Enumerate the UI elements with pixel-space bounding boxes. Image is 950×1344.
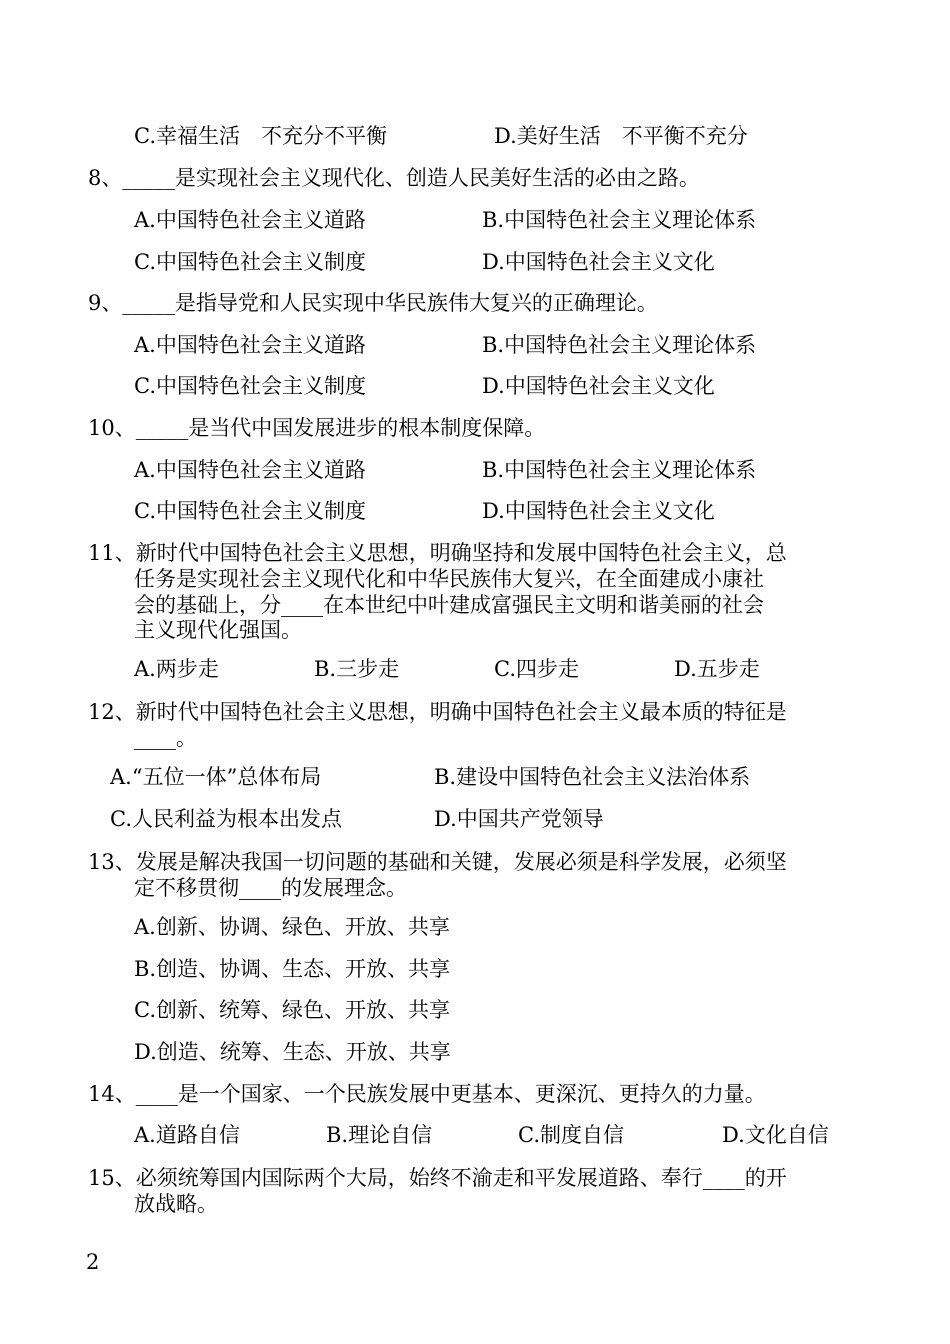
q14-option-a: A.道路自信: [134, 1123, 240, 1147]
q7-option-d: D.美好生活 不平衡不充分: [494, 124, 748, 148]
q15-stem-line-1: 15、必须统筹国内国际两个大局，始终不渝走和平发展道路、奉行____的开: [88, 1166, 787, 1190]
q11-stem-line-4: 主义现代化强国。: [134, 618, 302, 642]
q12-option-b: B.建设中国特色社会主义法治体系: [434, 765, 751, 789]
q12-stem-line-1: 12、新时代中国特色社会主义思想，明确中国特色社会主义最本质的特征是: [88, 700, 787, 724]
q8-stem: 8、_____是实现社会主义现代化、创造人民美好生活的必由之路。: [88, 166, 700, 190]
q12-option-a: A.“五位一体”总体布局: [110, 765, 322, 789]
q11-option-b: B.三步走: [314, 657, 400, 681]
q7-option-c: C.幸福生活 不充分不平衡: [134, 124, 387, 148]
q14-option-b: B.理论自信: [326, 1123, 433, 1147]
q15-stem-line-2: 放战略。: [134, 1192, 218, 1216]
q11-stem-line-2: 任务是实现社会主义现代化和中华民族伟大复兴，在全面建成小康社: [134, 567, 764, 591]
q11-option-d: D.五步走: [674, 657, 760, 681]
q10-option-a: A.中国特色社会主义道路: [134, 458, 366, 482]
q9-option-b: B.中国特色社会主义理论体系: [482, 333, 757, 357]
q11-stem-line-1: 11、新时代中国特色社会主义思想，明确坚持和发展中国特色社会主义，总: [88, 541, 787, 565]
q13-option-a: A.创新、协调、绿色、开放、共享: [134, 915, 450, 939]
q9-option-c: C.中国特色社会主义制度: [134, 374, 366, 398]
q8-option-d: D.中国特色社会主义文化: [482, 250, 715, 274]
q10-stem: 10、_____是当代中国发展进步的根本制度保障。: [88, 416, 546, 440]
q13-option-c: C.创新、统筹、绿色、开放、共享: [134, 998, 450, 1022]
q13-stem-line-2: 定不移贯彻____的发展理念。: [134, 876, 407, 900]
q8-option-a: A.中国特色社会主义道路: [134, 208, 366, 232]
q8-option-c: C.中国特色社会主义制度: [134, 250, 366, 274]
q14-stem: 14、____是一个国家、一个民族发展中更基本、更深沉、更持久的力量。: [88, 1082, 766, 1106]
q13-stem-line-1: 13、发展是解决我国一切问题的基础和关键，发展必须是科学发展，必须坚: [88, 850, 787, 874]
q11-option-a: A.两步走: [134, 657, 219, 681]
q9-option-a: A.中国特色社会主义道路: [134, 333, 366, 357]
q9-stem: 9、_____是指导党和人民实现中华民族伟大复兴的正确理论。: [88, 291, 658, 315]
q11-stem-line-3: 会的基础上，分____在本世纪中叶建成富强民主文明和谐美丽的社会: [134, 593, 764, 617]
q14-option-c: C.制度自信: [518, 1123, 624, 1147]
q14-option-d: D.文化自信: [722, 1123, 829, 1147]
q13-option-b: B.创造、协调、生态、开放、共享: [134, 957, 451, 981]
q12-option-c: C.人民利益为根本出发点: [110, 807, 342, 831]
q12-option-d: D.中国共产党领导: [434, 807, 604, 831]
q11-option-c: C.四步走: [494, 657, 579, 681]
q9-option-d: D.中国特色社会主义文化: [482, 374, 715, 398]
page-number: 2: [86, 1250, 100, 1274]
q10-option-c: C.中国特色社会主义制度: [134, 499, 366, 523]
q13-option-d: D.创造、统筹、生态、开放、共享: [134, 1040, 451, 1064]
q12-stem-line-2: ____。: [134, 726, 197, 750]
q8-option-b: B.中国特色社会主义理论体系: [482, 208, 757, 232]
q10-option-b: B.中国特色社会主义理论体系: [482, 458, 757, 482]
q10-option-d: D.中国特色社会主义文化: [482, 499, 715, 523]
